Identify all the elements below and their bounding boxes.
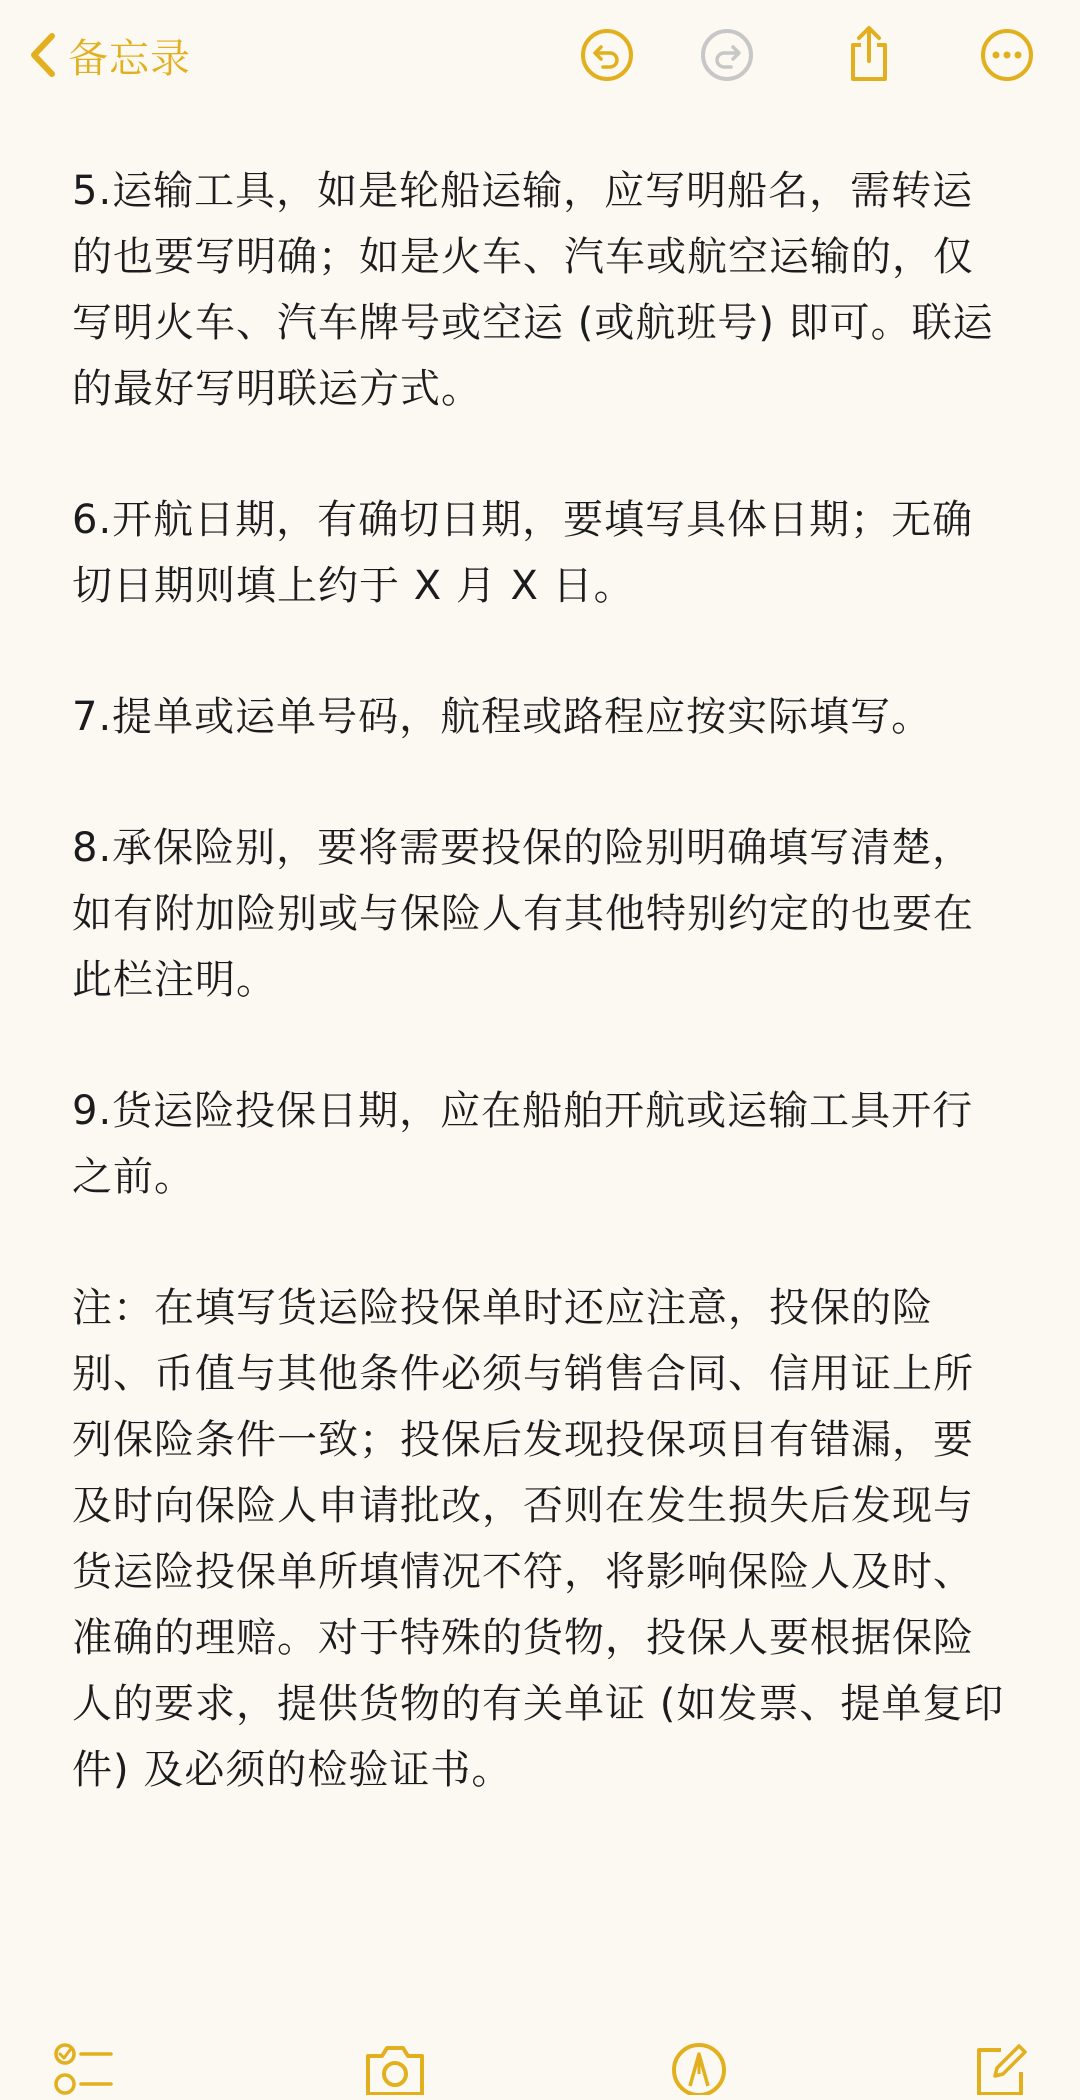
more-button[interactable]	[974, 22, 1040, 88]
undo-button[interactable]	[574, 22, 640, 88]
undo-icon	[579, 27, 635, 83]
note-paragraph-5: 5.运输工具，如是轮船运输，应写明船名，需转运的也要写明确；如是火车、汽车或航空运输的，仅写明火车、汽车牌号或空运 (或航班号) 即可。联运的最好写明联运方式。	[72, 168, 994, 412]
camera-icon	[362, 2040, 428, 2095]
redo-button[interactable]	[694, 22, 760, 88]
note-paragraph-9: 9.货运险投保日期，应在船舶开航或运输工具开行之前。	[72, 1088, 974, 1200]
compose-icon	[971, 2040, 1031, 2095]
note-paragraph-remark: 注：在填写货运险投保单时还应注意，投保的险别、币值与其他条件必须与销售合同、信用证上所列保险条件一致；投保后发现投保项目有错漏，要及时向保险人申请批改，否则在发生损失后发现与货运险投保单所填情况不符，将影响保险人及时、准确的理赔。对于特殊的货物，投保人要根据保险人的要求，提供货物的有关单证 (如发票、提单复印件) 及必须的检验证书。	[72, 1285, 1005, 1793]
checklist-icon	[53, 2040, 117, 2095]
share-button[interactable]	[836, 22, 902, 88]
redo-icon	[699, 27, 755, 83]
note-paragraph-6: 6.开航日期，有确切日期，要填写具体日期；无确切日期则填上约于 X 月 X 日。	[72, 497, 974, 609]
bottom-toolbar	[0, 2040, 1080, 2095]
note-content[interactable]	[72, 158, 1012, 1868]
back-button[interactable]	[28, 22, 191, 88]
back-label: 备忘录	[68, 35, 191, 82]
note-paragraph-7: 7.提单或运单号码，航程或路程应按实际填写。	[72, 694, 933, 740]
navigation-bar	[0, 0, 1080, 112]
note-paragraph-8: 8.承保险别，要将需要投保的险别明确填写清楚，如有附加险别或与保险人有其他特别约定的也要在此栏注明。	[72, 825, 974, 1003]
checklist-button[interactable]	[50, 2040, 120, 2100]
pen-tip-icon	[669, 2040, 729, 2095]
compose-button[interactable]	[966, 2040, 1036, 2100]
share-icon	[841, 25, 897, 85]
markup-button[interactable]	[664, 2040, 734, 2100]
chevron-left-icon	[28, 32, 58, 78]
ellipsis-circle-icon	[979, 27, 1035, 83]
camera-button[interactable]	[360, 2040, 430, 2100]
